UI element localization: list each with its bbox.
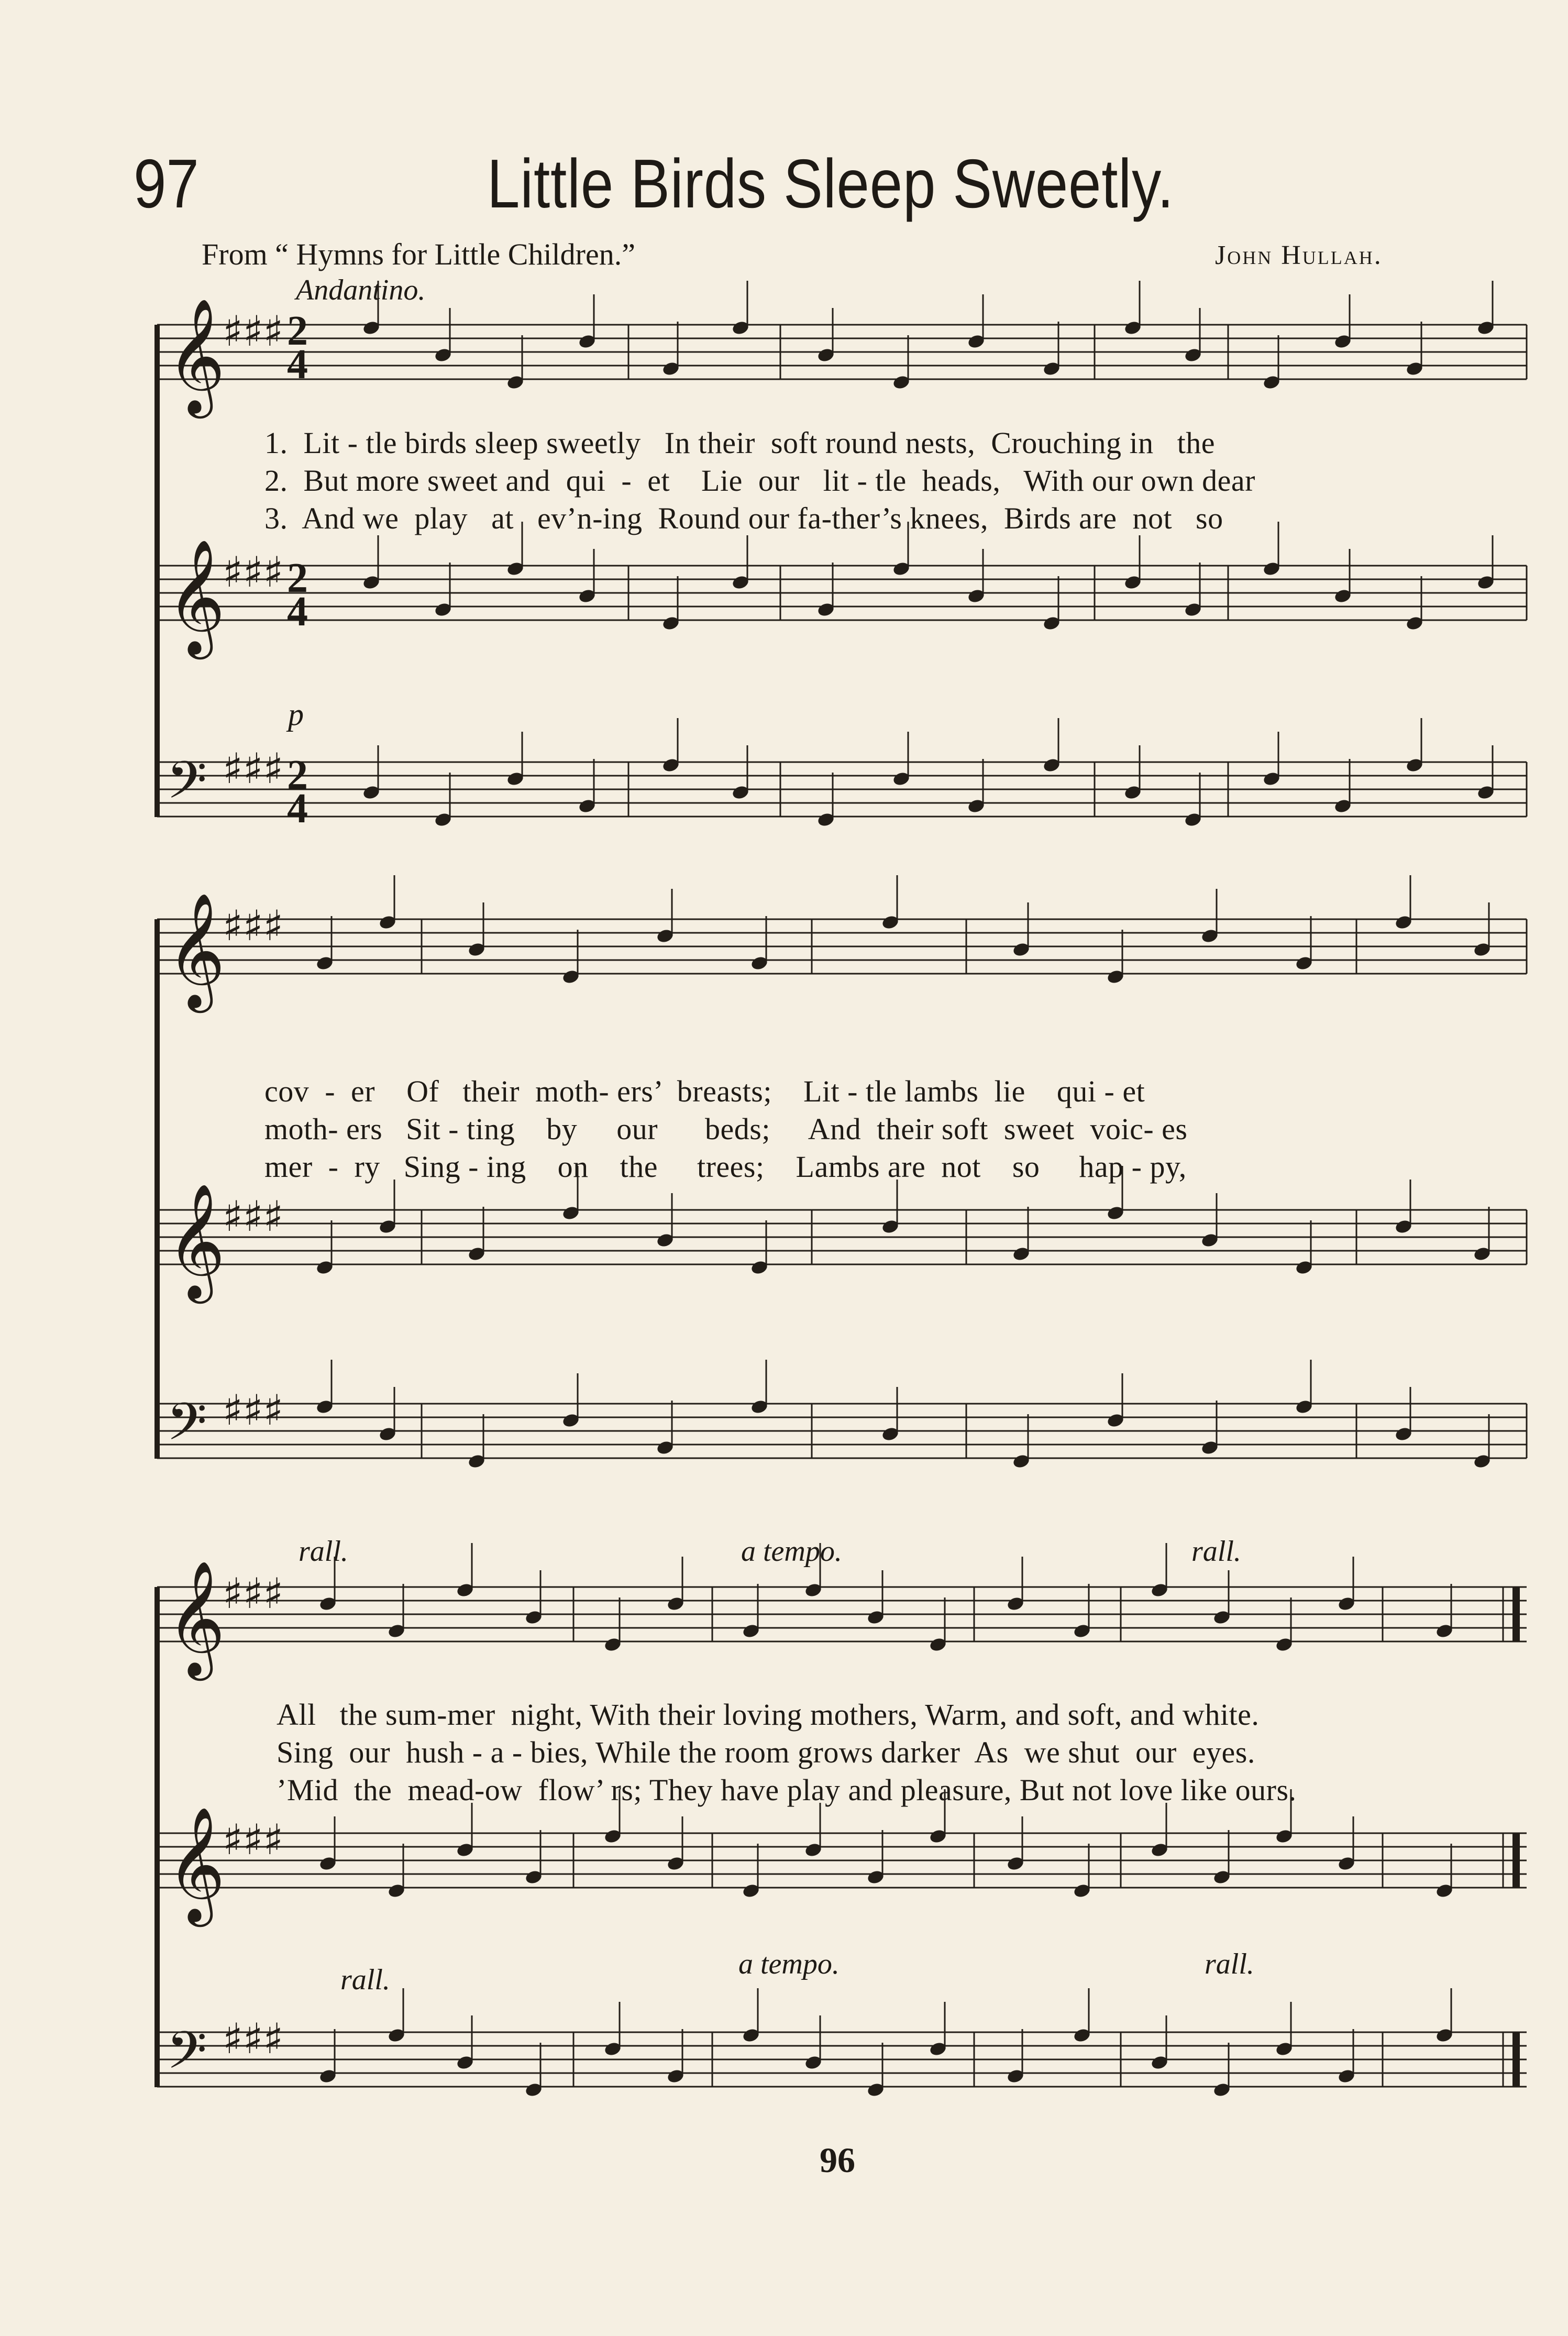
treble-clef: 𝄞 [167, 1560, 226, 1676]
notes [315, 281, 1495, 2098]
a-tempo-marking: a tempo. [738, 1948, 840, 1980]
time-signature-treble-1: 2 4 [287, 308, 308, 388]
key-signature: ♯♯♯ [223, 1815, 284, 1864]
composer-credit: John Hullah. [1215, 240, 1383, 270]
key-signature: ♯♯♯ [223, 2014, 284, 2063]
lyric-line: moth- ers Sit - ting by our beds; And their soft sweet voic- es [264, 1112, 1188, 1146]
lyric-line: mer - ry Sing - ing on the trees; Lambs are not so hap - py, [264, 1150, 1187, 1184]
key-signature: ♯♯♯ [223, 744, 284, 793]
rall-marking: rall. [1205, 1948, 1254, 1980]
time-signature-treble-2: 2 4 [287, 555, 308, 635]
time-signature-bass: 2 4 [287, 752, 308, 832]
staves [157, 297, 1527, 2093]
key-signature: ♯♯♯ [223, 307, 284, 356]
source-credit: From “ Hymns for Little Children.” [202, 237, 635, 271]
dynamic-piano: p [288, 697, 304, 732]
treble-clef: 𝄞 [167, 538, 226, 654]
lyric-line: 1. Lit - tle birds sleep sweetly In their soft round nests, Crouching in the [264, 426, 1216, 460]
treble-clef: 𝄞 [167, 297, 226, 413]
key-signature: ♯♯♯ [223, 1569, 284, 1618]
lyric-line: cov - er Of their moth- ers’ breasts; Lit - tle lambs lie qui - et [264, 1074, 1145, 1108]
key-signature: ♯♯♯ [223, 901, 284, 950]
key-signature: ♯♯♯ [223, 1386, 284, 1435]
key-signature: ♯♯♯ [223, 1192, 284, 1241]
tempo-marking: Andantino. [296, 274, 426, 306]
key-signature: ♯♯♯ [223, 548, 284, 597]
hymn-title: Little Birds Sleep Sweetly. [487, 145, 1174, 222]
treble-clef: 𝄞 [167, 1183, 226, 1298]
bass-clef: 𝄢 [167, 1392, 207, 1465]
bass-clef: 𝄢 [167, 2021, 207, 2093]
lyric-line: All the sum-mer night, With their loving mothers, Warm, and soft, and white. [277, 1698, 1260, 1732]
lyric-line: ’Mid the mead-ow flow’ rs; They have play and pleasure, But not love like ours. [277, 1773, 1297, 1807]
bass-clef: 𝄢 [167, 751, 207, 823]
rall-marking: rall. [1191, 1535, 1241, 1568]
page-number: 96 [820, 2140, 855, 2180]
a-tempo-marking: a tempo. [741, 1535, 842, 1568]
treble-clef: 𝄞 [167, 892, 226, 1008]
lyric-line: Sing our hush - a - bies, While the room grows darker As we shut our eyes. [277, 1735, 1255, 1769]
rall-marking: rall. [340, 1964, 390, 1996]
hymn-number: 97 [134, 145, 199, 222]
rall-marking: rall. [299, 1535, 348, 1568]
lyric-line: 3. And we play at ev’n-ing Round our fa-ther’s knees, Birds are not so [264, 501, 1223, 535]
treble-clef: 𝄞 [167, 1806, 226, 1922]
lyric-line: 2. But more sweet and qui - et Lie our lit - tle heads, With our own dear [264, 464, 1255, 498]
